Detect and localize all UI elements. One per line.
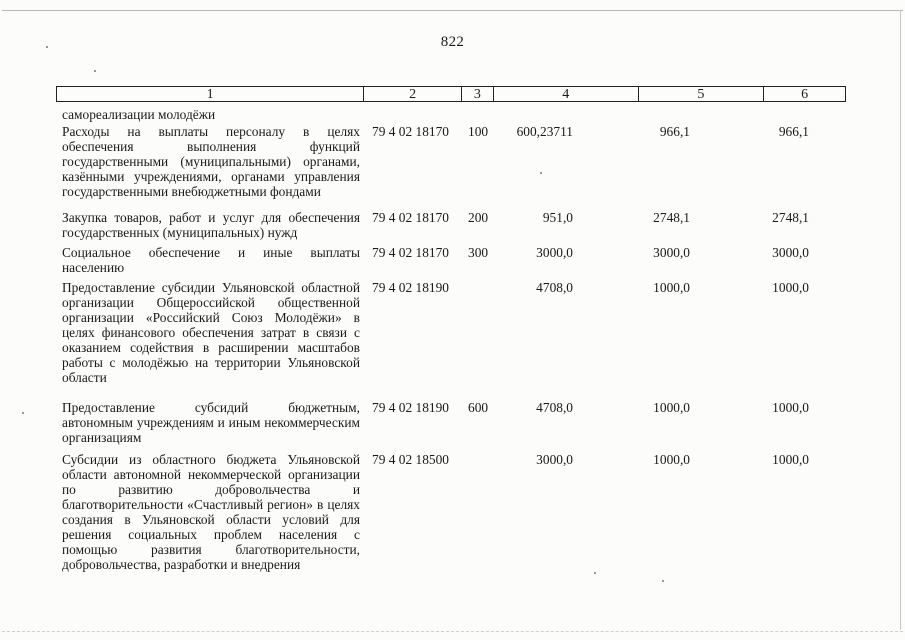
- scan-speck: [22, 412, 24, 414]
- header-cell-4: 4: [494, 87, 639, 101]
- row-code: 79 4 02 18170: [372, 245, 449, 260]
- row-col5: 1000,0: [653, 280, 690, 295]
- row-code: 79 4 02 18170: [372, 124, 449, 139]
- continuation-text: самореализации молодёжи: [62, 107, 216, 122]
- row-col4: 951,0: [542, 210, 573, 225]
- row-col5: 1000,0: [653, 452, 690, 467]
- scan-speck: [662, 580, 664, 582]
- row-col6: 966,1: [778, 124, 809, 139]
- row-col6: 1000,0: [772, 400, 809, 415]
- row-col4: 3000,0: [536, 245, 573, 260]
- header-cell-2: 2: [364, 87, 462, 101]
- row-col6: 2748,1: [772, 210, 809, 225]
- row-code: 79 4 02 18500: [372, 452, 449, 467]
- scan-speck: [46, 46, 48, 48]
- header-cell-5: 5: [639, 87, 765, 101]
- row-col5: 3000,0: [653, 245, 690, 260]
- scan-speck: [594, 572, 596, 574]
- row-col6: 1000,0: [772, 452, 809, 467]
- row-col4: 3000,0: [536, 452, 573, 467]
- scan-edge-bottom: [2, 631, 903, 632]
- row-description: Расходы на выплаты персоналу в целях обеспечения выполнения функций государственными (муниципальными) органами, казёнными учреждениями, органами управления государственными внебюджетными фондами: [62, 124, 360, 199]
- row-code: 79 4 02 18170: [372, 210, 449, 225]
- row-col5: 2748,1: [653, 210, 690, 225]
- row-vr: 200: [468, 210, 489, 225]
- scan-edge-top: [2, 10, 903, 11]
- row-code: 79 4 02 18190: [372, 280, 449, 295]
- row-description: Социальное обеспечение и иные выплаты населению: [62, 245, 360, 275]
- row-vr: 600: [468, 400, 489, 415]
- scan-edge-right: [900, 10, 901, 630]
- row-col4: 4708,0: [536, 400, 573, 415]
- row-vr: 100: [468, 124, 489, 139]
- scan-speck: [94, 70, 96, 72]
- row-description: Закупка товаров, работ и услуг для обеспечения государственных (муниципальных) нужд: [62, 210, 360, 240]
- row-col4: 600,23711: [516, 124, 573, 139]
- row-col6: 1000,0: [772, 280, 809, 295]
- scan-speck: [540, 172, 542, 174]
- row-code: 79 4 02 18190: [372, 400, 449, 415]
- table-header-row: [56, 86, 846, 102]
- row-col5: 1000,0: [653, 400, 690, 415]
- row-description: Предоставление субсидии Ульяновской областной организации Общероссийской общественной организации «Российский Союз Молодёжи» в целях финансового обеспечения затрат в связи с оказанием содействия в расширении масштабов работы с молодёжью на территории Ульяновской области: [62, 280, 360, 385]
- row-col5: 966,1: [659, 124, 690, 139]
- header-cell-1: 1: [57, 87, 364, 101]
- header-cell-6: 6: [801, 87, 809, 102]
- row-description: Субсидии из областного бюджета Ульяновской области автономной некоммерческой организации по развитию добровольчества и благотворительности «Счастливый регион» в целях создания в Ульяновской области условий для решения социальных проблем населения с помощью развития благотворительности, добровольчества, разработки и внедрения: [62, 452, 360, 572]
- header-cell-3: 3: [462, 87, 494, 101]
- row-vr: 300: [468, 245, 489, 260]
- page-number: 822: [440, 34, 465, 50]
- row-description: Предоставление субсидий бюджетным, автономным учреждениям и иным некоммерческим организациям: [62, 400, 360, 445]
- row-col6: 3000,0: [772, 245, 809, 260]
- row-col4: 4708,0: [536, 280, 573, 295]
